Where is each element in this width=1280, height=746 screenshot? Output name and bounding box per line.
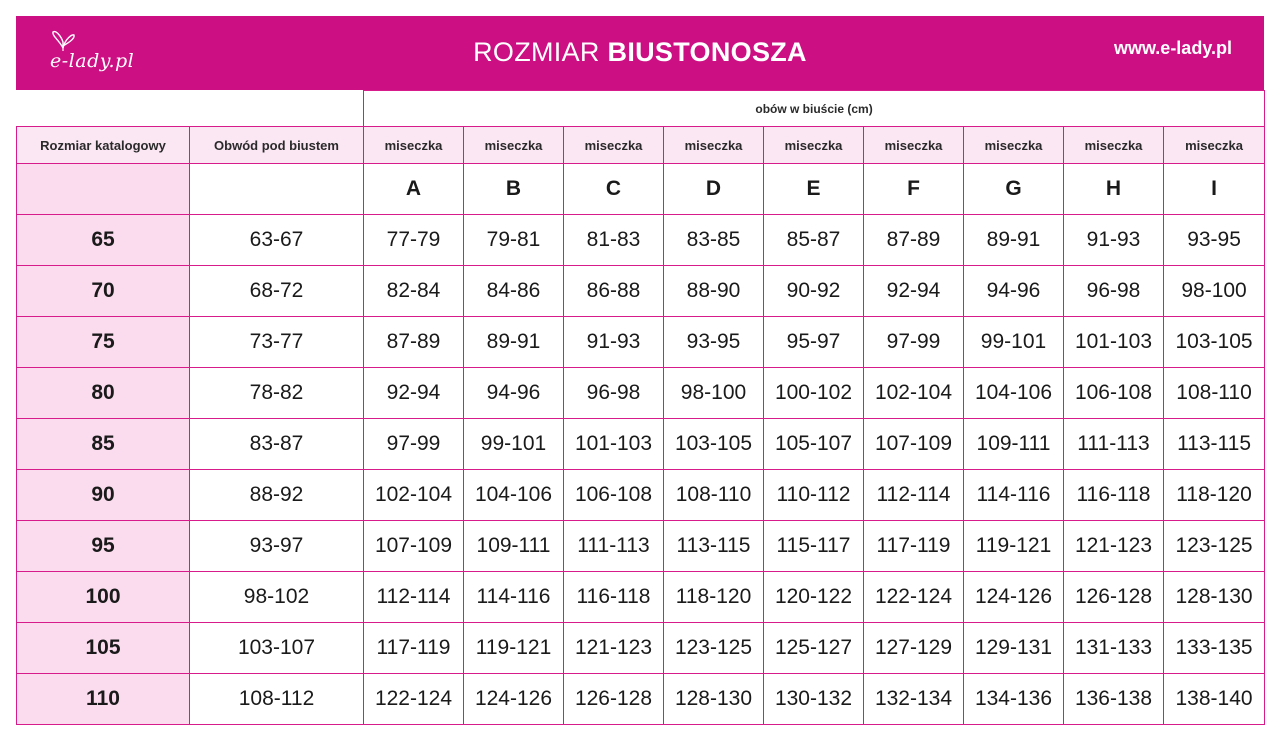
table-row (17, 266, 1265, 317)
bust-range-cell: 88-90 (664, 266, 764, 317)
col-header-cup-h: miseczka (1064, 127, 1164, 164)
col-header-cup-a: miseczka (364, 127, 464, 164)
bust-range-cell: 90-92 (764, 266, 864, 317)
table-row (17, 623, 1265, 674)
bust-range-cell: 83-85 (664, 215, 764, 266)
cup-letter-i: I (1164, 164, 1265, 215)
bust-range-cell: 128-130 (1164, 572, 1265, 623)
col-header-cup-c: miseczka (564, 127, 664, 164)
bust-range-cell: 107-109 (364, 521, 464, 572)
table-row (17, 368, 1265, 419)
cup-letter-row (17, 164, 1265, 215)
bust-range-cell: 112-114 (364, 572, 464, 623)
catalog-size-cell: 75 (17, 317, 190, 368)
blank-corner (17, 91, 364, 127)
bust-range-cell: 101-103 (1064, 317, 1164, 368)
bust-range-cell: 123-125 (1164, 521, 1265, 572)
underbust-cell: 73-77 (190, 317, 364, 368)
logo-text: e-lady.pl (50, 50, 135, 72)
group-header-row (17, 91, 1265, 127)
bust-range-cell: 104-106 (964, 368, 1064, 419)
bust-range-cell: 124-126 (464, 674, 564, 725)
bust-range-cell: 84-86 (464, 266, 564, 317)
table-row (17, 521, 1265, 572)
bust-range-cell: 96-98 (1064, 266, 1164, 317)
bust-range-cell: 119-121 (464, 623, 564, 674)
blank-cell (17, 164, 190, 215)
page-title (16, 37, 1264, 68)
col-header-underbust: Obwód pod biustem (190, 127, 364, 164)
bust-range-cell: 89-91 (464, 317, 564, 368)
table-row (17, 470, 1265, 521)
bust-range-cell: 131-133 (1064, 623, 1164, 674)
bust-measure-header: obów w biuście (cm) (364, 91, 1265, 127)
col-header-cup-i: miseczka (1164, 127, 1265, 164)
bust-range-cell: 103-105 (664, 419, 764, 470)
bust-range-cell: 126-128 (1064, 572, 1164, 623)
table-row (17, 317, 1265, 368)
bust-range-cell: 113-115 (664, 521, 764, 572)
col-header-cup-f: miseczka (864, 127, 964, 164)
bust-range-cell: 120-122 (764, 572, 864, 623)
bust-range-cell: 104-106 (464, 470, 564, 521)
catalog-size-cell: 95 (17, 521, 190, 572)
bust-range-cell: 113-115 (1164, 419, 1265, 470)
bust-range-cell: 130-132 (764, 674, 864, 725)
bust-range-cell: 99-101 (464, 419, 564, 470)
bust-range-cell: 82-84 (364, 266, 464, 317)
bust-range-cell: 132-134 (864, 674, 964, 725)
bust-range-cell: 116-118 (1064, 470, 1164, 521)
bust-range-cell: 100-102 (764, 368, 864, 419)
cup-letter-b: B (464, 164, 564, 215)
column-header-row (17, 127, 1265, 164)
bust-range-cell: 96-98 (564, 368, 664, 419)
underbust-cell: 68-72 (190, 266, 364, 317)
table-row (17, 215, 1265, 266)
underbust-cell: 88-92 (190, 470, 364, 521)
bust-range-cell: 122-124 (364, 674, 464, 725)
bust-range-cell: 109-111 (464, 521, 564, 572)
site-link[interactable]: www.e-lady.pl (1113, 38, 1232, 58)
col-header-catalog-size: Rozmiar katalogowy (17, 127, 190, 164)
underbust-cell: 63-67 (190, 215, 364, 266)
table-row (17, 419, 1265, 470)
bust-range-cell: 122-124 (864, 572, 964, 623)
cup-letter-a: A (364, 164, 464, 215)
catalog-size-cell: 90 (17, 470, 190, 521)
bust-range-cell: 123-125 (664, 623, 764, 674)
bust-range-cell: 91-93 (1064, 215, 1164, 266)
bust-range-cell: 133-135 (1164, 623, 1265, 674)
cup-letter-d: D (664, 164, 764, 215)
bust-range-cell: 127-129 (864, 623, 964, 674)
bust-range-cell: 93-95 (1164, 215, 1265, 266)
underbust-cell: 103-107 (190, 623, 364, 674)
cup-letter-f: F (864, 164, 964, 215)
bust-range-cell: 102-104 (864, 368, 964, 419)
bust-range-cell: 98-100 (1164, 266, 1265, 317)
bust-range-cell: 119-121 (964, 521, 1064, 572)
bust-range-cell: 93-95 (664, 317, 764, 368)
col-header-cup-b: miseczka (464, 127, 564, 164)
cup-letter-g: G (964, 164, 1064, 215)
table-row (17, 572, 1265, 623)
bust-range-cell: 94-96 (964, 266, 1064, 317)
catalog-size-cell: 70 (17, 266, 190, 317)
bust-range-cell: 136-138 (1064, 674, 1164, 725)
bust-range-cell: 118-120 (1164, 470, 1265, 521)
bust-range-cell: 108-110 (1164, 368, 1265, 419)
bust-range-cell: 128-130 (664, 674, 764, 725)
bust-range-cell: 77-79 (364, 215, 464, 266)
catalog-size-cell: 85 (17, 419, 190, 470)
cup-letter-c: C (564, 164, 664, 215)
bust-range-cell: 110-112 (764, 470, 864, 521)
bust-range-cell: 125-127 (764, 623, 864, 674)
bust-range-cell: 105-107 (764, 419, 864, 470)
bust-range-cell: 121-123 (1064, 521, 1164, 572)
bust-range-cell: 99-101 (964, 317, 1064, 368)
bust-range-cell: 106-108 (564, 470, 664, 521)
bust-range-cell: 111-113 (1064, 419, 1164, 470)
bust-range-cell: 114-116 (464, 572, 564, 623)
bust-range-cell: 108-110 (664, 470, 764, 521)
bust-range-cell: 117-119 (864, 521, 964, 572)
bust-range-cell: 124-126 (964, 572, 1064, 623)
bust-range-cell: 98-100 (664, 368, 764, 419)
catalog-size-cell: 80 (17, 368, 190, 419)
bust-range-cell: 103-105 (1164, 317, 1265, 368)
catalog-size-cell: 110 (17, 674, 190, 725)
bust-range-cell: 126-128 (564, 674, 664, 725)
catalog-size-cell: 100 (17, 572, 190, 623)
bust-range-cell: 116-118 (564, 572, 664, 623)
bust-range-cell: 106-108 (1064, 368, 1164, 419)
bust-range-cell: 101-103 (564, 419, 664, 470)
underbust-cell: 98-102 (190, 572, 364, 623)
bust-range-cell: 97-99 (364, 419, 464, 470)
cup-letter-e: E (764, 164, 864, 215)
title-regular: ROZMIAR (473, 37, 608, 67)
bust-range-cell: 138-140 (1164, 674, 1265, 725)
bust-range-cell: 85-87 (764, 215, 864, 266)
bust-range-cell: 92-94 (864, 266, 964, 317)
bust-range-cell: 87-89 (864, 215, 964, 266)
cup-letter-h: H (1064, 164, 1164, 215)
bust-range-cell: 112-114 (864, 470, 964, 521)
bust-range-cell: 117-119 (364, 623, 464, 674)
underbust-cell: 108-112 (190, 674, 364, 725)
bust-range-cell: 97-99 (864, 317, 964, 368)
bust-range-cell: 115-117 (764, 521, 864, 572)
bust-range-cell: 111-113 (564, 521, 664, 572)
underbust-cell: 83-87 (190, 419, 364, 470)
bust-range-cell: 91-93 (564, 317, 664, 368)
table-row (17, 674, 1265, 725)
bust-range-cell: 109-111 (964, 419, 1064, 470)
bust-range-cell: 114-116 (964, 470, 1064, 521)
bust-range-cell: 94-96 (464, 368, 564, 419)
bust-range-cell: 79-81 (464, 215, 564, 266)
bust-range-cell: 134-136 (964, 674, 1064, 725)
col-header-cup-e: miseczka (764, 127, 864, 164)
underbust-cell: 78-82 (190, 368, 364, 419)
bust-range-cell: 89-91 (964, 215, 1064, 266)
bust-range-cell: 102-104 (364, 470, 464, 521)
bust-range-cell: 107-109 (864, 419, 964, 470)
catalog-size-cell: 65 (17, 215, 190, 266)
catalog-size-cell: 105 (17, 623, 190, 674)
header-banner (16, 16, 1264, 90)
bust-range-cell: 95-97 (764, 317, 864, 368)
bust-range-cell: 92-94 (364, 368, 464, 419)
col-header-cup-d: miseczka (664, 127, 764, 164)
bust-range-cell: 81-83 (564, 215, 664, 266)
underbust-cell: 93-97 (190, 521, 364, 572)
bust-range-cell: 121-123 (564, 623, 664, 674)
blank-cell (190, 164, 364, 215)
bust-range-cell: 86-88 (564, 266, 664, 317)
bust-range-cell: 118-120 (664, 572, 764, 623)
bust-range-cell: 129-131 (964, 623, 1064, 674)
bust-range-cell: 87-89 (364, 317, 464, 368)
col-header-cup-g: miseczka (964, 127, 1064, 164)
size-chart-table (16, 90, 1265, 725)
title-bold: BIUSTONOSZA (607, 37, 807, 67)
